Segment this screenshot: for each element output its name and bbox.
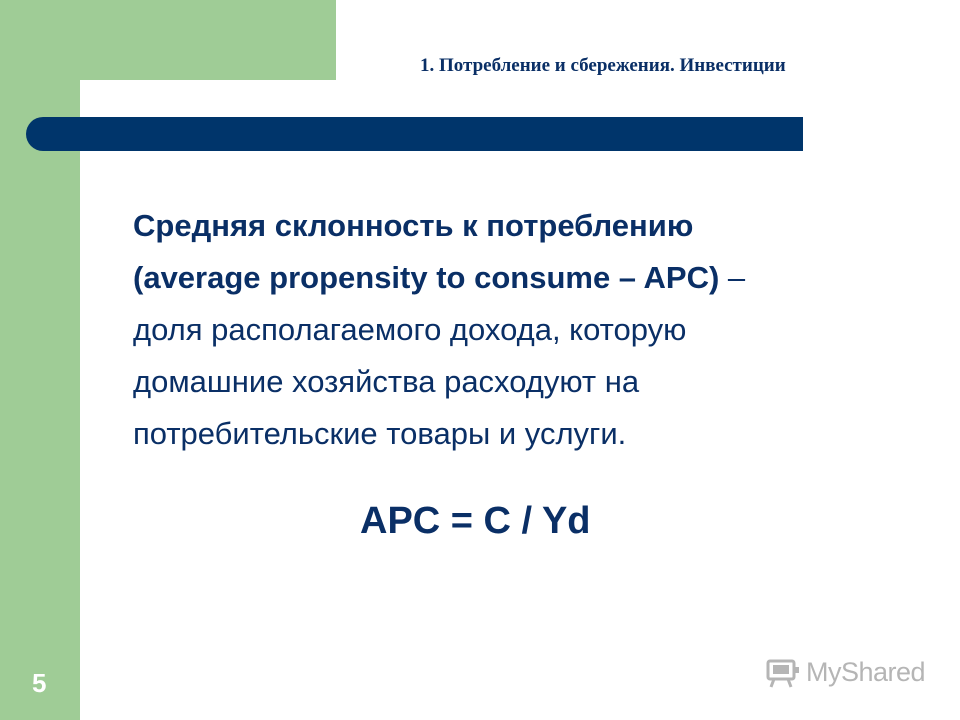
definition-term-en: (average propensity to consume – APC) <box>133 260 720 295</box>
definition-term-en-line <box>133 252 923 304</box>
definition-line-3: доля располагаемого дохода, которую <box>133 312 687 347</box>
slide-header: 1. Потребление и сбережения. Инвестиции <box>420 55 786 76</box>
watermark-text: MyShared <box>806 656 926 687</box>
title-bar <box>26 117 803 151</box>
definition-dash: – <box>719 260 746 295</box>
watermark-logo <box>766 655 925 689</box>
definition-text <box>133 200 923 460</box>
definition-line-5: потребительские товары и услуги. <box>133 416 627 451</box>
page-number: 5 <box>32 668 47 698</box>
green-left-band <box>0 0 80 720</box>
definition-term: Средняя склонность к потреблению <box>133 208 694 243</box>
apc-formula: APC = C / Yd <box>360 500 591 542</box>
definition-line-4: домашние хозяйства расходуют на <box>133 364 640 399</box>
projector-icon <box>766 655 800 689</box>
